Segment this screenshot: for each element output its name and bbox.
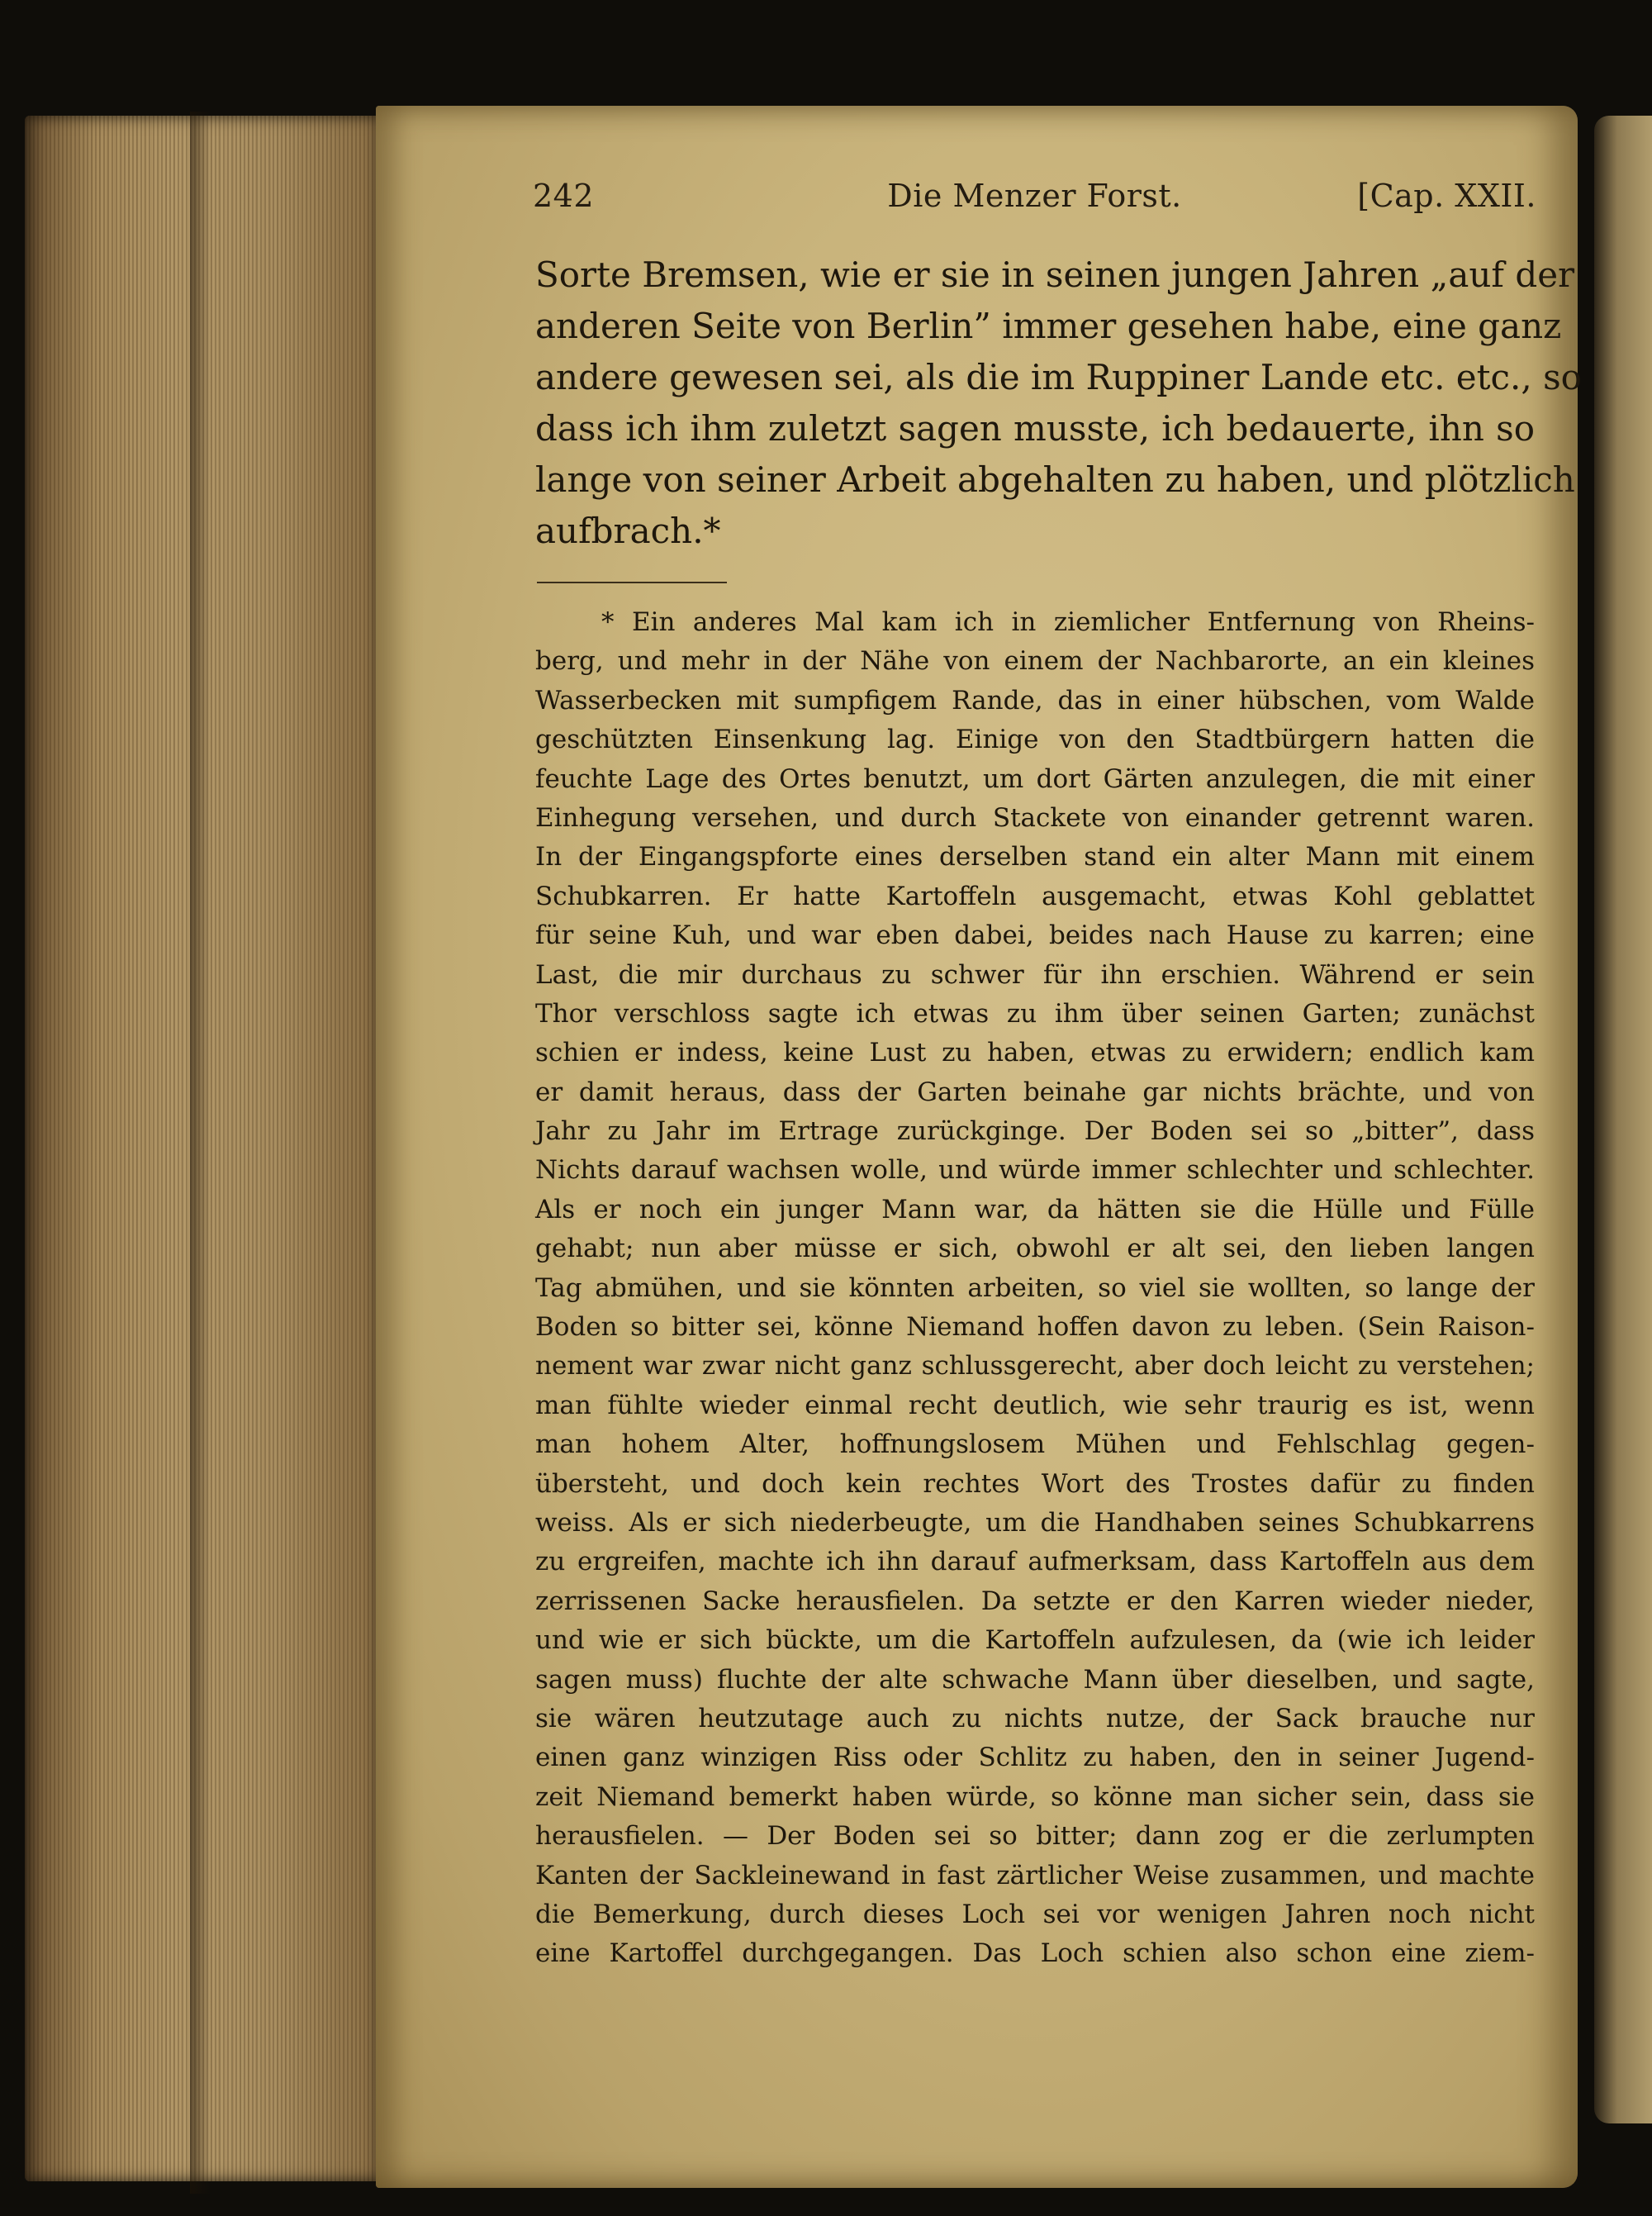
footnote-line: In der Eingangspforte eines derselben stand ein alter Mann mit einem (535, 842, 1535, 873)
footnote-line: sagen muss) fluchte der alte schwache Mann über dieselben, und sagte, (535, 1664, 1535, 1695)
footnote-line: * Ein anderes Mal kam ich in ziemlicher Entfernung von Rheins- (601, 607, 1535, 637)
footnote-line: nement war zwar nicht ganz schlussgerecht, aber doch leicht zu verstehen; (535, 1351, 1535, 1381)
footnote-line: Tag abmühen, und sie könnten arbeiten, so viel sie wollten, so lange der (535, 1272, 1535, 1303)
body-line: Sorte Bremsen, wie er sie in seinen jungen Jahren „auf der (535, 254, 1575, 295)
footnote-line: man hohem Alter, hoffnungslosem Mühen und Fehlschlag gegen- (535, 1429, 1535, 1460)
body-line: andere gewesen sei, als die im Ruppiner Lande etc. etc., so (535, 357, 1582, 397)
footnote-line: eine Kartoffel durchgegangen. Das Loch schien also schon eine ziem- (535, 1938, 1535, 1969)
footnote-line: und wie er sich bückte, um die Kartoffeln aufzulesen, da (wie ich leider (535, 1625, 1535, 1656)
footnote-line: Wasserbecken mit sumpfigem Rande, das in einer hübschen, vom Walde (535, 685, 1535, 716)
footnote-rule (537, 582, 727, 583)
chapter-title: Die Menzer Forst. (887, 178, 1182, 214)
footnote-line: schien er indess, keine Lust zu haben, etwas zu erwidern; endlich kam (535, 1038, 1535, 1068)
footnote (535, 603, 1535, 1974)
footnote-line: zeit Niemand bemerkt haben würde, so könne man sicher sein, dass sie (535, 1781, 1535, 1812)
footnote-line: zu ergreifen, machte ich ihn darauf aufmerksam, dass Kartoffeln aus dem (535, 1547, 1535, 1577)
chapter-reference: [Cap. XXII. (1357, 178, 1536, 214)
footnote-line: Thor verschloss sagte ich etwas zu ihm über seinen Garten; zunächst (535, 998, 1535, 1029)
page-number: 242 (533, 178, 595, 214)
body-line: anderen Seite von Berlin” immer gesehen habe, eine ganz (535, 306, 1562, 346)
footnote-line: für seine Kuh, und war eben dabei, beides nach Hause zu karren; eine (535, 920, 1535, 951)
footnote-line: geschützten Einsenkung lag. Einige von den Stadtbürgern hatten die (535, 725, 1535, 755)
running-head (533, 178, 1536, 227)
footnote-line: Einhegung versehen, und durch Stackete von einander getrennt waren. (535, 802, 1535, 833)
footnote-line: sie wären heutzutage auch zu nichts nutze, der Sack brauche nur (535, 1703, 1535, 1733)
footnote-line: Schubkarren. Er hatte Kartoffeln ausgemacht, etwas Kohl geblattet (535, 881, 1535, 911)
footnote-line: Als er noch ein junger Mann war, da hätten sie die Hülle und Fülle (535, 1194, 1535, 1225)
footnote-line: Nichts darauf wachsen wolle, und würde immer schlechter und schlechter. (535, 1155, 1535, 1186)
footnote-line: Last, die mir durchaus zu schwer für ihn erschien. Während er sein (535, 959, 1535, 990)
footnote-line: einen ganz winzigen Riss oder Schlitz zu haben, den in seiner Jugend- (535, 1743, 1535, 1773)
footnote-line: er damit heraus, dass der Garten beinahe gar nichts brächte, und von (535, 1077, 1535, 1107)
body-line: lange von seiner Arbeit abgehalten zu haben, und plötzlich (535, 459, 1575, 500)
body-line: aufbrach.* (535, 511, 721, 551)
main-text (535, 250, 1582, 557)
footnote-line: herausfielen. — Der Boden sei so bitter; dann zog er die zerlumpten (535, 1821, 1535, 1852)
footnote-line: gehabt; nun aber müsse er sich, obwohl er alt sei, den lieben langen (535, 1234, 1535, 1264)
footnote-line: die Bemerkung, durch dieses Loch sei vor wenigen Jahren noch nicht (535, 1899, 1535, 1929)
next-page-edge (1594, 116, 1652, 2123)
footnote-line: feuchte Lage des Ortes benutzt, um dort Gärten anzulegen, die mit einer (535, 763, 1535, 794)
footnote-line: Jahr zu Jahr im Ertrage zurückginge. Der Boden sei so „bitter”, dass (535, 1116, 1535, 1147)
body-line: dass ich ihm zuletzt sagen musste, ich bedauerte, ihn so (535, 408, 1535, 449)
footnote-line: man fühlte wieder einmal recht deutlich, wie sehr traurig es ist, wenn (535, 1390, 1535, 1420)
footnote-line: berg, und mehr in der Nähe von einem der Nachbarorte, an ein kleines (535, 646, 1535, 677)
footnote-line: weiss. Als er sich niederbeugte, um die Handhaben seines Schubkarrens (535, 1507, 1535, 1538)
footnote-line: übersteht, und doch kein rechtes Wort des Trostes dafür zu finden (535, 1468, 1535, 1499)
footnote-line: Boden so bitter sei, könne Niemand hoffen davon zu leben. (Sein Raison- (535, 1312, 1535, 1343)
footnote-line: Kanten der Sackleinewand in fast zärtlicher Weise zusammen, und machte (535, 1860, 1535, 1890)
footnote-line: zerrissenen Sacke herausfielen. Da setzte er den Karren wieder nieder, (535, 1586, 1535, 1616)
page-gutter-shadow (190, 112, 211, 2194)
